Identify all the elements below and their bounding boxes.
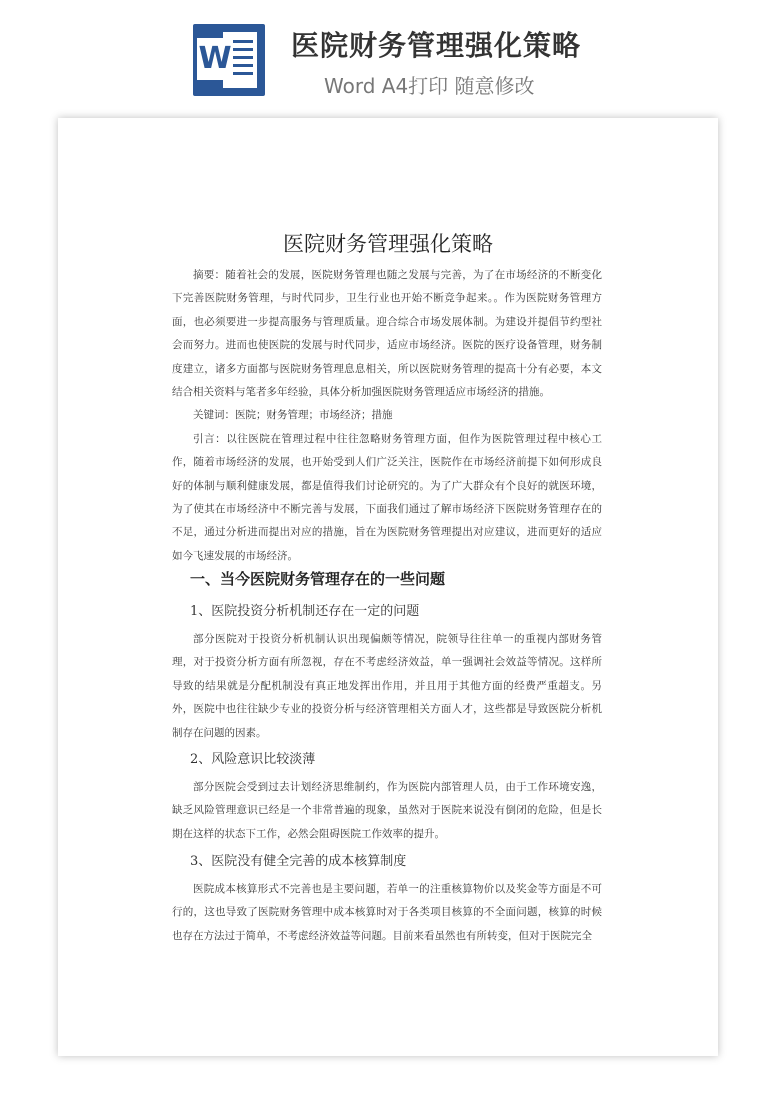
- document-title: 医院财务管理强化策略: [283, 232, 493, 256]
- document-page: [58, 118, 718, 1056]
- paragraph: 医院成本核算形式不完善也是主要问题，若单一的注重核算物价以及奖金等方面是不可行的，这也导致了医院财务管理中成本核算时对于各类项目核算的不全面问题，核算的时候也存在方法过于简单，不考虑经济效益等问题。目前来看虽然也有所转变，但对于医院完全: [172, 883, 602, 942]
- header-title: 医院财务管理强化策略: [291, 29, 582, 62]
- abstract-paragraph: 摘要：随着社会的发展，医院财务管理也随之发展与完善，为了在市场经济的不断变化下完善医院财务管理，与时代同步，卫生行业也开始不断竞争起来。。作为医院财务管理方面，也必须要进一步提高服务与管理质量。迎合综合市场发展体制。为建设并提倡节约型社会而努力。进而也使医院的发展与时代同步，适应市场经济。医院的医疗设备管理，财务制度建立，诸多方面都与医院财务管理息息相关，所以医院财务管理的提高十分有必要，本文结合相关资料与笔者多年经验，具体分析加强医院财务管理适应市场经济的措施。: [172, 269, 602, 399]
- subsection-heading: 3、医院没有健全完善的成本核算制度: [190, 854, 407, 869]
- paragraph: 部分医院会受到过去计划经济思维制约，作为医院内部管理人员，由于工作环境安逸，缺乏风险管理意识已经是一个非常普遍的现象，虽然对于医院来说没有倒闭的危险，但是长期在这样的状态下工作，必然会阻碍医院工作效率的提升。: [172, 781, 602, 840]
- header-subtitle: Word A4打印 随意修改: [324, 74, 535, 98]
- subsection-body: [172, 628, 602, 745]
- abstract-block: [172, 264, 602, 568]
- subsection-heading: 2、风险意识比较淡薄: [190, 752, 316, 767]
- section-heading: 一、当今医院财务管理存在的一些问题: [190, 570, 446, 588]
- paragraph: 部分医院对于投资分析机制认识出现偏颇等情况，院领导往往单一的重视内部财务管理，对于投资分析方面有所忽视，存在不考虑经济效益，单一强调社会效益等情况。这样所导致的结果就是分配机制没有真正地发挥出作用，并且用于其他方面的经费严重超支。另外，医院中也往往缺少专业的投资分析与经济管理相关方面人才，这些都是导致医院分析机制存在问题的因素。: [172, 633, 602, 739]
- keywords-paragraph: 关键词：医院；财务管理；市场经济；措施: [193, 409, 393, 422]
- subsection-body: [172, 878, 602, 948]
- subsection-body: [172, 776, 602, 846]
- page-header: [0, 0, 774, 110]
- word-logo-icon: [193, 24, 265, 96]
- word-letter: W: [197, 38, 233, 80]
- intro-paragraph: 引言：以往医院在管理过程中往往忽略财务管理方面，但作为医院管理过程中核心工作，随着市场经济的发展，也开始受到人们广泛关注，医院作在市场经济前提下如何形成良好的体制与顺利健康发展，都是值得我们讨论研究的。为了广大群众有个良好的就医环境，为了使其在市场经济中不断完善与发展，下面我们通过了解市场经济下医院财务管理存在的不足，通过分析进而提出对应的措施，旨在为医院财务管理提出对应建议，进而更好的适应如今飞速发展的市场经济。: [172, 432, 602, 562]
- subsection-heading: 1、医院投资分析机制还存在一定的问题: [190, 604, 420, 619]
